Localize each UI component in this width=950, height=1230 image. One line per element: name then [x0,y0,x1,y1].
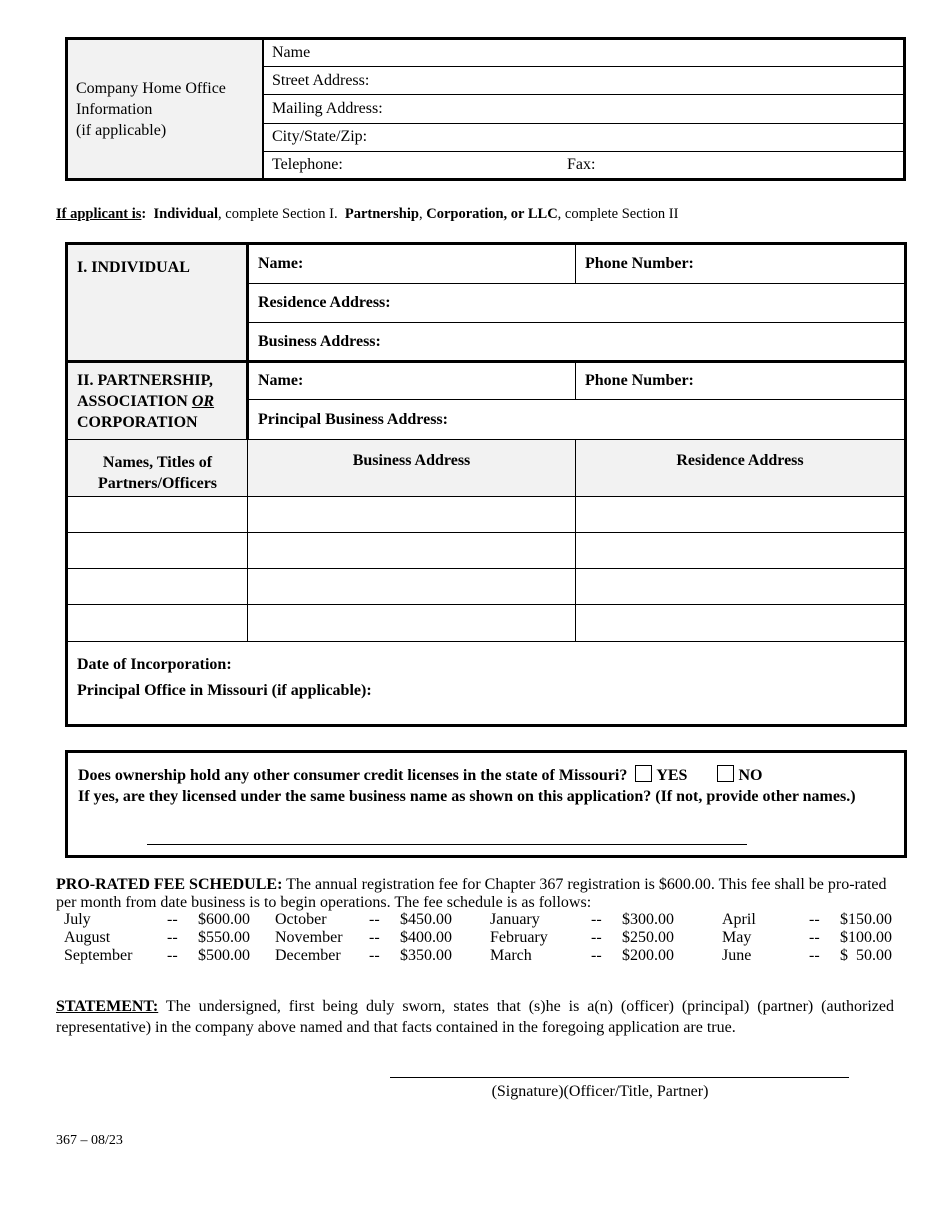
instr-colon: : [141,206,147,222]
ownership-followup: If yes, are they licensed under the same business name as shown on this application? (If not, provide other names.) [78,788,856,805]
col-header-names-line: Partners/Officers [97,475,218,492]
fee-month: June [722,947,752,964]
home-office-label [67,39,264,180]
section2-title-association: ASSOCIATION [77,392,192,410]
applicant-sections-table [65,242,907,727]
fee-amount: $350.00 [400,947,452,964]
fee-schedule-text [56,876,896,912]
fee-dash: -- [809,911,820,928]
fee-amount: $550.00 [198,929,250,946]
section2-title [67,362,248,440]
fee-amount: $450.00 [400,911,452,928]
fee-dash: -- [167,911,178,928]
home-office-label-line: (if applicable) [76,121,167,139]
home-office-name-field[interactable]: Name [263,39,905,67]
fee-month: July [64,911,91,928]
telephone-label: Telephone: [272,155,343,173]
col-header-names [67,440,248,497]
fee-dash: -- [591,929,602,946]
fee-dash: -- [167,929,178,946]
no-checkbox[interactable] [717,765,734,782]
officer-name-cell[interactable] [67,569,248,605]
yes-label: YES [656,767,688,784]
section2-title-line: II. PARTNERSHIP, [77,371,213,389]
home-office-mailing-field[interactable]: Mailing Address: [263,95,905,123]
fee-month: March [490,947,532,964]
instr-comma: , [418,206,423,222]
fax-label: Fax: [567,155,596,173]
fee-dash: -- [809,947,820,964]
fee-amount: $600.00 [198,911,250,928]
fee-month: October [275,911,327,928]
fee-row [64,947,896,965]
fee-amount: $300.00 [622,911,674,928]
fee-amount: $250.00 [622,929,674,946]
officer-name-cell[interactable] [67,533,248,569]
section1-title: I. INDIVIDUAL [67,244,248,362]
fee-month: December [275,947,341,964]
fee-description: The annual registration fee for Chapter 367 registration is $600.00. This fee shall be pro-rated per month from date business is to begin operations. The fee schedule is as follows: [56,876,887,911]
signature-line[interactable] [390,1077,849,1078]
fee-month: August [64,929,111,946]
fee-dash: -- [369,947,380,964]
home-office-phone-fax-field[interactable] [263,151,905,179]
fee-amount: $ 50.00 [840,947,892,964]
fee-month: April [722,911,756,928]
fee-row [64,929,896,947]
fee-month: January [490,911,540,928]
officer-name-cell[interactable] [67,605,248,642]
yes-checkbox[interactable] [635,765,652,782]
instr-part2: , complete Section II [557,206,679,222]
section1-business-field[interactable]: Business Address: [248,323,906,362]
officer-residence-cell[interactable] [576,497,906,533]
col-header-names-line: Names, Titles of [102,454,213,471]
statement-text: The undersigned, first being duly sworn, states that (s)he is a(n) (officer) (principal) (partner) (authorized representative) in the company above named and that facts contained in the foregoing application are true. [56,998,894,1036]
no-label: NO [738,767,763,784]
ownership-box [65,750,907,858]
ownership-question: Does ownership hold any other consumer credit licenses in the state of Missouri? [78,767,628,784]
fee-amount: $500.00 [198,947,250,964]
home-office-city-field[interactable]: City/State/Zip: [263,123,905,151]
col-header-business: Business Address [248,440,576,497]
section2-name-field[interactable]: Name: [248,362,576,400]
statement-heading: STATEMENT: [56,998,159,1015]
signature-label: (Signature)(Officer/Title, Partner) [491,1083,709,1100]
incorporation-block[interactable] [67,642,906,726]
officer-business-cell[interactable] [248,533,576,569]
applicant-instructions [56,206,678,223]
section2-title-or: OR [191,392,215,410]
officer-residence-cell[interactable] [576,533,906,569]
form-number: 367 – 08/23 [56,1133,123,1148]
instr-prefix: If applicant is [56,206,142,222]
statement-paragraph [56,996,894,1038]
section2-phone-field[interactable]: Phone Number: [576,362,906,400]
fee-amount: $200.00 [622,947,674,964]
home-office-label-line: Company Home Office [76,79,226,97]
section2-principal-field[interactable]: Principal Business Address: [248,400,906,440]
officer-residence-cell[interactable] [576,605,906,642]
instr-part1: , complete Section I. [218,206,338,222]
fee-schedule-table [64,911,896,965]
ownership-question-line [78,765,894,786]
officer-name-cell[interactable] [67,497,248,533]
fee-heading: PRO-RATED FEE SCHEDULE: [56,876,283,893]
fee-dash: -- [167,947,178,964]
fee-month: May [722,929,752,946]
instr-corporation: Corporation, or LLC [426,206,558,222]
fee-dash: -- [591,911,602,928]
home-office-street-field[interactable]: Street Address: [263,67,905,95]
section1-residence-field[interactable]: Residence Address: [248,284,906,323]
section2-title-line: CORPORATION [77,413,198,431]
section2-title-line [77,391,246,412]
other-names-line[interactable] [147,844,747,845]
home-office-label-line: Information [76,100,153,118]
officer-residence-cell[interactable] [576,569,906,605]
principal-office-label: Principal Office in Missouri (if applicable): [77,682,372,699]
fee-month: November [275,929,343,946]
fee-dash: -- [369,929,380,946]
home-office-table [65,37,906,181]
date-of-incorporation-label: Date of Incorporation: [77,656,232,673]
fee-dash: -- [809,929,820,946]
fee-dash: -- [591,947,602,964]
fee-month: February [490,929,548,946]
fee-amount: $150.00 [840,911,892,928]
fee-amount: $100.00 [840,929,892,946]
fee-amount: $400.00 [400,929,452,946]
instr-individual: Individual [153,206,219,222]
fee-month: September [64,947,133,964]
officer-business-cell[interactable] [248,497,576,533]
col-header-residence: Residence Address [576,440,906,497]
fee-row [64,911,896,929]
officer-business-cell[interactable] [248,569,576,605]
officer-business-cell[interactable] [248,605,576,642]
section1-phone-field[interactable]: Phone Number: [576,244,906,284]
section1-name-field[interactable]: Name: [248,244,576,284]
fee-dash: -- [369,911,380,928]
instr-partnership: Partnership [344,206,419,222]
